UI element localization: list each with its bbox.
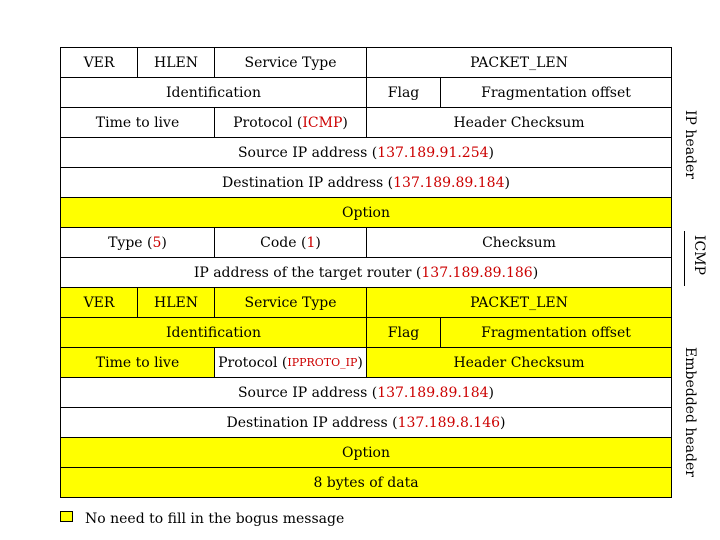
- embedded-header-side-label: Embedded header: [682, 347, 698, 477]
- embedded-destination-ip-label: Destination IP address (: [226, 414, 398, 431]
- embedded-data-label: 8 bytes of data: [313, 474, 419, 491]
- embedded-service-type-label: Service Type: [244, 294, 337, 311]
- embedded-header-checksum-label: Header Checksum: [453, 354, 585, 371]
- icmp-checksum-field: [366, 227, 672, 258]
- embedded-ver-label: VER: [83, 294, 115, 311]
- ver-field: [60, 47, 138, 78]
- source-ip-label: Source IP address (: [237, 144, 378, 161]
- service-type-field: [214, 47, 367, 78]
- target-router-value: 137.189.89.186: [421, 264, 533, 281]
- embedded-identification-label: Identification: [166, 324, 261, 341]
- destination-ip-value: 137.189.89.184: [393, 174, 505, 191]
- legend-swatch: [60, 511, 73, 522]
- embedded-packet-len-label: PACKET_LEN: [470, 294, 568, 311]
- packet-len-field: [366, 47, 672, 78]
- embedded-protocol-close: ): [357, 354, 363, 371]
- identification-label: Identification: [166, 84, 261, 101]
- icmp-code-value: 1: [306, 234, 316, 251]
- destination-ip-label: Destination IP address (: [222, 174, 394, 191]
- hlen-field: [137, 47, 215, 78]
- embedded-data-field: [60, 467, 672, 498]
- icmp-type-field: [60, 227, 215, 258]
- embedded-frag-offset-field: [440, 317, 672, 348]
- embedded-ttl-field: [60, 347, 215, 378]
- ttl-label: Time to live: [95, 114, 180, 131]
- embedded-destination-ip-value: 137.189.8.146: [397, 414, 501, 431]
- frag-offset-label: Fragmentation offset: [481, 84, 631, 101]
- embedded-option-label: Option: [342, 444, 390, 461]
- ver-label: VER: [83, 54, 115, 71]
- protocol-field: [214, 107, 367, 138]
- embedded-protocol-value: IPPROTO_IP: [287, 356, 358, 369]
- hlen-label: HLEN: [154, 54, 198, 71]
- flag-label: Flag: [387, 84, 420, 101]
- protocol-label: Protocol (: [233, 114, 303, 131]
- target-router-label: IP address of the target router (: [193, 264, 422, 281]
- embedded-source-ip-label: Source IP address (: [237, 384, 378, 401]
- embedded-header-checksum-field: [366, 347, 672, 378]
- embedded-source-ip-close: ): [488, 384, 495, 401]
- embedded-flag-field: [366, 317, 441, 348]
- icmp-code-label: Code (: [260, 234, 307, 251]
- embedded-ver-field: [60, 287, 138, 318]
- destination-ip-close: ): [504, 174, 510, 191]
- embedded-option-field: [60, 437, 672, 468]
- embedded-source-ip-value: 137.189.89.184: [377, 384, 489, 401]
- source-ip-field: [60, 137, 672, 168]
- target-router-field: [60, 257, 672, 288]
- source-ip-close: ): [488, 144, 495, 161]
- embedded-service-type-field: [214, 287, 367, 318]
- embedded-protocol-field: [214, 347, 367, 378]
- header-checksum-label: Header Checksum: [453, 114, 585, 131]
- packet-len-label: PACKET_LEN: [470, 54, 568, 71]
- option-field: [60, 197, 672, 228]
- destination-ip-field: [60, 167, 672, 198]
- embedded-frag-offset-label: Fragmentation offset: [481, 324, 631, 341]
- flag-field: [366, 77, 441, 108]
- identification-field: [60, 77, 367, 108]
- target-router-close: ): [532, 264, 539, 281]
- embedded-packet-len-field: [366, 287, 672, 318]
- protocol-close: ): [342, 114, 348, 131]
- icmp-side-label: ICMP: [691, 235, 707, 275]
- icmp-type-label: Type (: [108, 234, 153, 251]
- source-ip-value: 137.189.91.254: [377, 144, 489, 161]
- icmp-checksum-label: Checksum: [482, 234, 556, 251]
- option-label: Option: [342, 204, 390, 221]
- embedded-hlen-label: HLEN: [154, 294, 198, 311]
- embedded-hlen-field: [137, 287, 215, 318]
- embedded-protocol-label: Protocol (: [218, 354, 288, 371]
- header-checksum-field: [366, 107, 672, 138]
- ip-header-side-label: IP header: [682, 110, 698, 179]
- embedded-destination-ip-close: ): [500, 414, 506, 431]
- embedded-ttl-label: Time to live: [95, 354, 180, 371]
- icmp-type-value: 5: [152, 234, 162, 251]
- ttl-field: [60, 107, 215, 138]
- icmp-code-close: ): [315, 234, 321, 251]
- frag-offset-field: [440, 77, 672, 108]
- service-type-label: Service Type: [244, 54, 337, 71]
- protocol-value: ICMP: [302, 114, 343, 131]
- icmp-bracket-line: [684, 231, 685, 286]
- embedded-destination-ip-field: [60, 407, 672, 438]
- icmp-code-field: [214, 227, 367, 258]
- embedded-flag-label: Flag: [387, 324, 420, 341]
- embedded-source-ip-field: [60, 377, 672, 408]
- legend-text: No need to fill in the bogus message: [85, 511, 345, 527]
- icmp-type-close: ): [161, 234, 167, 251]
- embedded-identification-field: [60, 317, 367, 348]
